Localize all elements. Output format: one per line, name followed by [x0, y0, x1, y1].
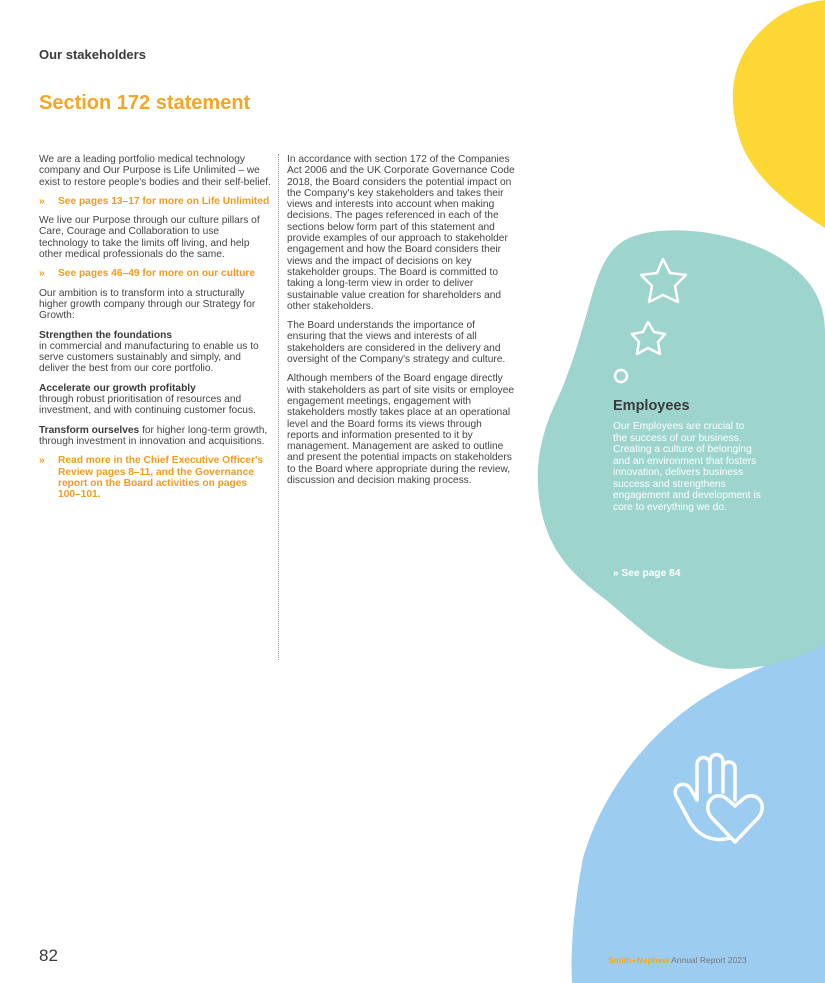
link-ceo-review-text: Read more in the Chief Executive Officer's Review pages 8–11, and the Governance report on the Board activities on pages 100–101. — [58, 455, 264, 501]
footer — [608, 955, 747, 965]
paragraph-transform — [39, 425, 271, 448]
link-employees[interactable] — [613, 568, 680, 579]
paragraph-strengthen — [39, 330, 271, 375]
double-chevron-right-icon: » — [39, 268, 43, 280]
double-chevron-right-icon: » — [613, 568, 619, 579]
transform-heading: Transform ourselves — [39, 424, 140, 436]
link-life-unlimited[interactable] — [39, 196, 271, 207]
link-culture[interactable] — [39, 268, 271, 279]
brand-name: Smith+Nephew — [608, 955, 670, 965]
section-label: Our stakeholders — [39, 47, 146, 62]
strengthen-heading: Strengthen the foundations — [39, 329, 172, 341]
double-chevron-right-icon: » — [39, 195, 43, 207]
paragraph-ambition: Our ambition is to transform into a structurally higher growth company through our Strategy for Growth: — [39, 287, 256, 322]
accelerate-heading: Accelerate our growth profitably — [39, 382, 196, 394]
double-chevron-right-icon: » — [39, 455, 43, 467]
strengthen-text: in commercial and manufacturing to enable us to serve customers sustainably and simply, and deliver the best from our core portfolio. — [39, 340, 259, 375]
page-title: Section 172 statement — [39, 92, 251, 114]
paragraph-purpose: We are a leading portfolio medical technology company and Our Purpose is Life Unlimited – we exist to restore people's bodies and their self-belief. — [39, 154, 271, 188]
link-culture-text: See pages 46–49 for more on our culture — [58, 268, 256, 280]
paragraph-board-understands: The Board understands the importance of ensuring that the views and interests of all stakeholders are considered in the delivery and oversight of the Company's strategy and culture. — [287, 320, 506, 366]
column-right — [287, 154, 515, 494]
page-number: 82 — [39, 946, 58, 965]
link-life-unlimited-text: See pages 13–17 for more on Life Unlimited — [58, 195, 270, 207]
column-divider — [278, 154, 279, 660]
transform-text: for higher long-term growth, through investment in innovation and acquisitions. — [39, 424, 268, 447]
paragraph-culture: We live our Purpose through our culture pillars of Care, Courage and Collaboration to use technology to take the limits off living, and help other medical professionals do the same. — [39, 215, 260, 261]
blue-blob — [571, 643, 825, 983]
employees-title: Employees — [613, 398, 690, 414]
column-left — [39, 154, 271, 508]
link-employees-text: See page 84 — [621, 568, 681, 579]
accelerate-text: through robust prioritisation of resources and investment, and with continuing customer focus. — [39, 394, 256, 417]
paragraph-board-engagement: Although members of the Board engage directly with stakeholders as part of site visits or employee engagement meetings, engagement with stakeholders mostly takes place at an operational level and the Board forms its views through reports and information presented to it by management. Management are asked to outline and present the potential impacts on stakeholders to the Board where appropriate during the review, discussion and decision making process. — [287, 373, 515, 487]
paragraph-accelerate — [39, 383, 271, 417]
report-name: Annual Report 2023 — [671, 955, 747, 965]
paragraph-section172: In accordance with section 172 of the Companies Act 2006 and the UK Corporate Governance Code 2018, the Board considers the potential impact on the Company's key stakeholders and takes their views and interests into account when making decisions. The pages referenced in each of the sections below form part of this statement and provide examples of our approach to stakeholder engagement and how the Board considers their views and the impact of decisions on key stakeholder groups. The Board is committed to taking a long-term view in order to deliver sustainable value creation for shareholders and other stakeholders. — [287, 154, 515, 312]
yellow-blob — [733, 0, 825, 228]
employees-body: Our Employees are crucial to the success of our business. Creating a culture of belonging and an environment that fosters innovation, delivers business success and strengthens engagement and development is core to everything we do. — [613, 421, 761, 513]
link-ceo-review[interactable] — [39, 455, 271, 500]
